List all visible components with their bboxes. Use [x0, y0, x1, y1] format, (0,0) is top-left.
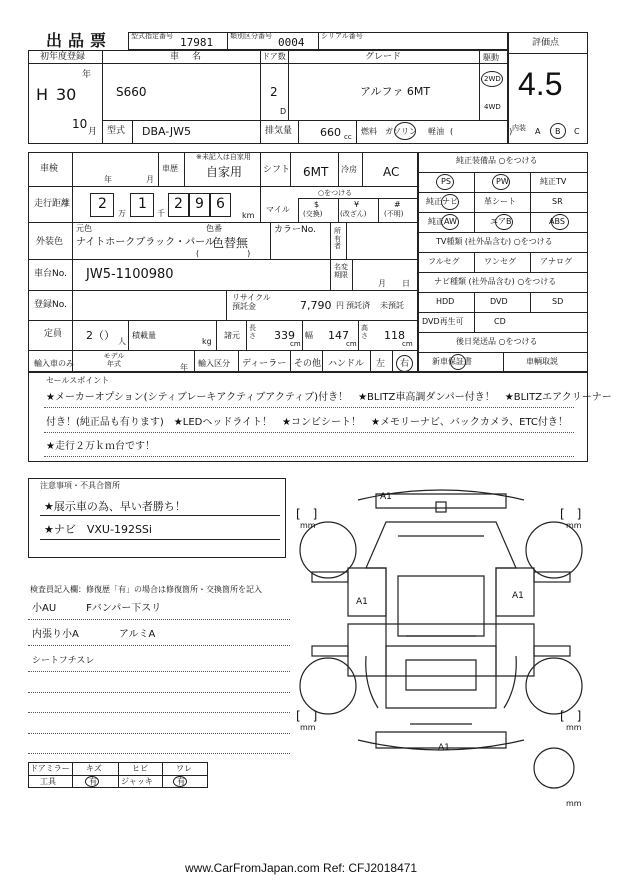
- handle-circle: [396, 355, 413, 372]
- name-change-label: 名変期限: [334, 263, 348, 279]
- sales-label: セールスポイント: [46, 376, 110, 385]
- grade-score: 4.5: [518, 66, 563, 102]
- notes-box: [28, 478, 286, 558]
- notes-line-2: ★ナビ VXU-192SSi: [44, 523, 152, 536]
- notes-label: 注意事項・不具合箇所: [40, 481, 120, 490]
- shift-label: シフト: [263, 165, 291, 175]
- sales-line-2: 付き！(純正品も有ります) ★LEDヘッドライト！ ★コンビシート！ ★メモリーナビ、バックカメラ、ETC付き！: [46, 417, 568, 428]
- later-label: 後日発送品 ○をつける: [456, 337, 538, 346]
- roof: [398, 576, 484, 636]
- first-reg-label: 初年度登録: [40, 52, 86, 62]
- length: 339: [274, 329, 295, 342]
- inspection-label: 車検: [40, 164, 59, 174]
- fuel-diesel: 軽油: [428, 127, 444, 136]
- serial-label: シリアル番号: [321, 32, 363, 40]
- year: 30: [56, 85, 77, 104]
- category-no: 0004: [278, 36, 305, 49]
- usage-label: 車歴: [162, 164, 178, 173]
- month: 10: [72, 117, 88, 131]
- fuel-label: 燃料: [361, 127, 377, 136]
- car-damage-diagram: [286, 486, 596, 816]
- load-label: 積載量: [132, 331, 156, 340]
- handle-label: ハンドル: [328, 359, 365, 369]
- capacity-label: 定員: [44, 329, 63, 339]
- navi-label: ナビ種類 (社外品含む) ○をつける: [434, 277, 557, 286]
- recycle-amount: 7,790: [300, 299, 332, 312]
- drive-label: 駆動: [483, 53, 499, 62]
- color-no: 色替無: [212, 236, 249, 250]
- frame-no: JW5-1100980: [86, 267, 174, 282]
- inspector-line-2: 内張り小A アルミA: [32, 629, 156, 640]
- ac-label: 冷房: [341, 165, 357, 174]
- model-cert-label: 型式指定番号: [131, 32, 173, 40]
- inspector-line-3: シートフチスレ: [32, 656, 95, 666]
- ownership-label: 所有者: [334, 227, 341, 251]
- doors: 2: [270, 85, 278, 99]
- mileage-label: 走行距離: [34, 199, 71, 209]
- import-class-label: 輸入区分: [198, 359, 230, 368]
- car-name: S660: [116, 85, 147, 99]
- shift: 6MT: [303, 165, 329, 179]
- usage: 自家用: [206, 165, 243, 179]
- ext-color-label: 外装色: [36, 237, 64, 247]
- interior-circle: [550, 123, 566, 139]
- grade-score-label: 評価点: [532, 38, 560, 48]
- spare-wheel: [534, 748, 574, 788]
- ext-color: ナイトホークブラック・パール: [76, 237, 215, 248]
- genuine-label: 純正装備品 ○をつける: [456, 156, 538, 165]
- drive-circle: [481, 71, 503, 87]
- import-label: 輸入車のみ: [34, 359, 74, 368]
- interior-label: 内装: [512, 124, 526, 132]
- fuel-gas: ガソリン: [385, 127, 417, 136]
- color-code-label: カラーNo.: [274, 225, 316, 235]
- displacement: 660: [320, 126, 341, 139]
- inspector-line-1: 小AU Fバンパー下スリ: [32, 603, 162, 614]
- model-cert-no: 17981: [180, 36, 214, 49]
- car-name-label: 車 名: [170, 52, 204, 62]
- grade-label: グレード: [365, 52, 402, 62]
- form-title: 出品票: [46, 31, 113, 50]
- displacement-label: 排気量: [265, 126, 293, 136]
- capacity: 2（）: [86, 329, 115, 342]
- notes-line-1: ★展示車の為、早い者勝ち！: [44, 500, 186, 513]
- inspector-label: 検査員記入欄：修復歴「有」の場合は修復箇所・交換箇所を記入: [30, 585, 262, 594]
- footer-url: www.CarFromJapan.com Ref: CFJ2018471: [185, 861, 418, 875]
- model-type-label: 型式: [107, 126, 126, 136]
- reg-label: 登録No.: [34, 300, 67, 310]
- frame-label: 車台No.: [34, 269, 67, 279]
- doors-label: ドア数: [262, 52, 286, 61]
- height: 118: [384, 329, 405, 342]
- dims-label: 諸元: [224, 331, 240, 340]
- ac: AC: [383, 165, 400, 179]
- front-bumper: [376, 494, 506, 508]
- fuel-circle: [394, 122, 416, 140]
- model-year-label: モデル年式: [103, 352, 125, 368]
- grade: アルファ 6MT: [360, 85, 431, 98]
- mile-label: マイル: [266, 205, 290, 214]
- model-type: DBA-JW5: [142, 125, 192, 138]
- sales-line-3: ★走行２万ｋｍ台です！: [46, 441, 155, 452]
- sales-line-1: ★メーカーオプション(シティブレーキアクティブアクティブ)付き！ ★BLITZ車高調ダンパー付き！ ★BLITZエアクリーナー: [46, 392, 612, 403]
- drive-4wd: 4WD: [484, 103, 501, 111]
- category-label: 類別区分番号: [230, 32, 272, 40]
- era: H: [36, 85, 49, 104]
- recycle-label: リサイクル預託金: [232, 293, 271, 311]
- body-outline: [366, 522, 516, 624]
- tv-label: TV種類 (社外品含む) ○をつける: [436, 237, 553, 246]
- width: 147: [328, 329, 349, 342]
- drive-2wd: 2WD: [484, 75, 501, 83]
